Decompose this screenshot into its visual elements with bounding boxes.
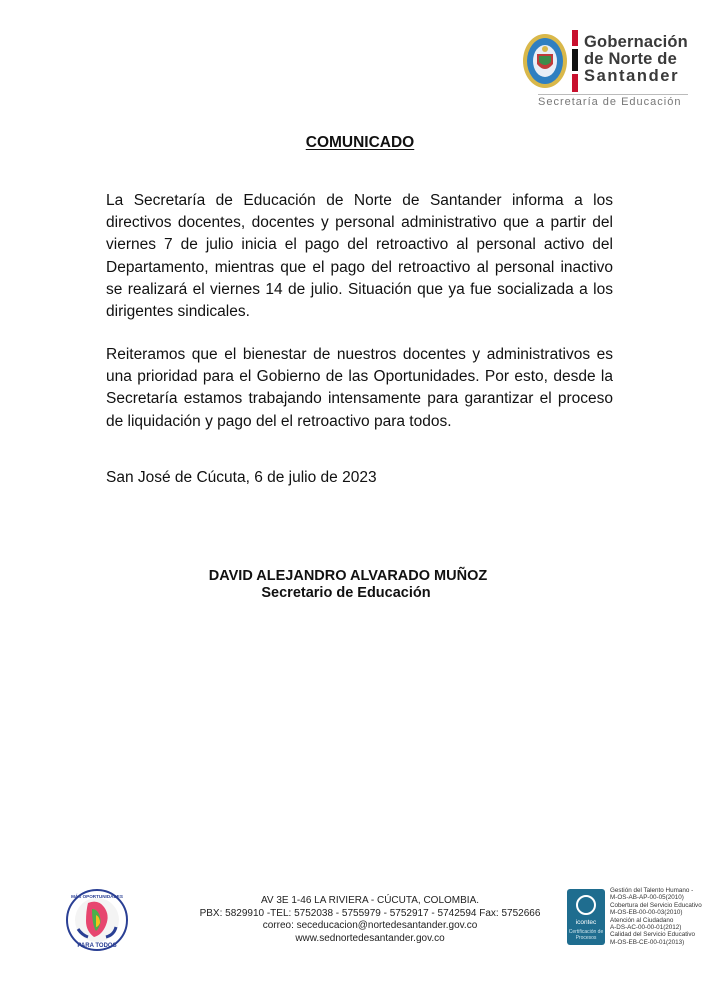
- paragraph-1: La Secretaría de Educación de Norte de Santander informa a los directivos docentes, docentes y personal administrativo que a partir del viernes 7 de julio inicia el pago del retroactivo al personal activo del Departamento, mientras que el pago del retroactivo al personal inactivo se realizará el viernes 14 de julio. Situación que ya fue socializada a los dirigentes sindicales.: [106, 192, 613, 321]
- header-divider: [538, 94, 688, 95]
- gobernacion-logo: [522, 28, 692, 112]
- footer-address: AV 3E 1-46 LA RIVIERA - CÚCUTA, COLOMBIA.: [260, 895, 480, 906]
- certification-list: [610, 887, 718, 946]
- mas-oportunidades-logo: [66, 889, 128, 951]
- gov-line-1: Gobernación: [584, 33, 688, 51]
- footer-contact: [180, 895, 560, 945]
- icontec-label: icontec: [575, 919, 597, 926]
- svg-text:PARA TODOS: PARA TODOS: [77, 943, 117, 949]
- cert-line: Calidad del Servicio Educativo: [610, 931, 696, 939]
- signatory-role: Secretario de Educación: [261, 585, 431, 601]
- footer-website[interactable]: www.sednortedesantander.gov.co: [295, 932, 445, 944]
- date-line: San José de Cúcuta, 6 de julio de 2023: [106, 469, 377, 486]
- signatory-name: DAVID ALEJANDRO ALVARADO MUÑOZ: [208, 568, 488, 584]
- cert-line: Gestión del Talento Humano -: [610, 887, 694, 894]
- footer-email[interactable]: correo: seceducacion@nortedesantander.gov.co: [262, 920, 478, 931]
- document-title: COMUNICADO: [305, 134, 415, 151]
- cert-line: M-OS-AB-AP-00-05(2010): [610, 894, 684, 902]
- cert-line: M-OS-EB-00-00-03(2010): [610, 909, 683, 917]
- gov-line-3: Santander: [584, 67, 680, 85]
- paragraph-2: Reiteramos que el bienestar de nuestros docentes y administrativos es una prioridad para el Gobierno de las Oportunidades. Por esto, desde la Secretaría estamos trabajando intensamente para garantizar el proceso de liquidación y pago del el retroactivo para todos.: [106, 346, 613, 430]
- gobernacion-wordmark: [584, 34, 688, 85]
- svg-text:MÁS OPORTUNIDADES: MÁS OPORTUNIDADES: [71, 894, 123, 899]
- cert-line: Atención al Ciudadano: [610, 916, 674, 924]
- cert-line: A-DS-AC-00-00-01(2012): [610, 924, 682, 932]
- icontec-circle-icon: [576, 895, 596, 915]
- icontec-cert-label: Certificación de Procesos: [568, 929, 604, 941]
- flag-stripes: [572, 30, 578, 92]
- icontec-logo: [567, 889, 605, 945]
- cert-line: M-OS-EB-CE-00-01(2013): [610, 938, 685, 946]
- cert-line: Cobertura del Servicio Educativo: [610, 901, 702, 909]
- footer-phones: PBX: 5829910 -TEL: 5752038 - 5755979 - 5752917 - 5742594 Fax: 5752666: [199, 907, 541, 919]
- coat-of-arms-icon: [522, 32, 568, 90]
- gov-line-2: de Norte de: [584, 50, 677, 68]
- secretaria-label: Secretaría de Educación: [538, 96, 682, 108]
